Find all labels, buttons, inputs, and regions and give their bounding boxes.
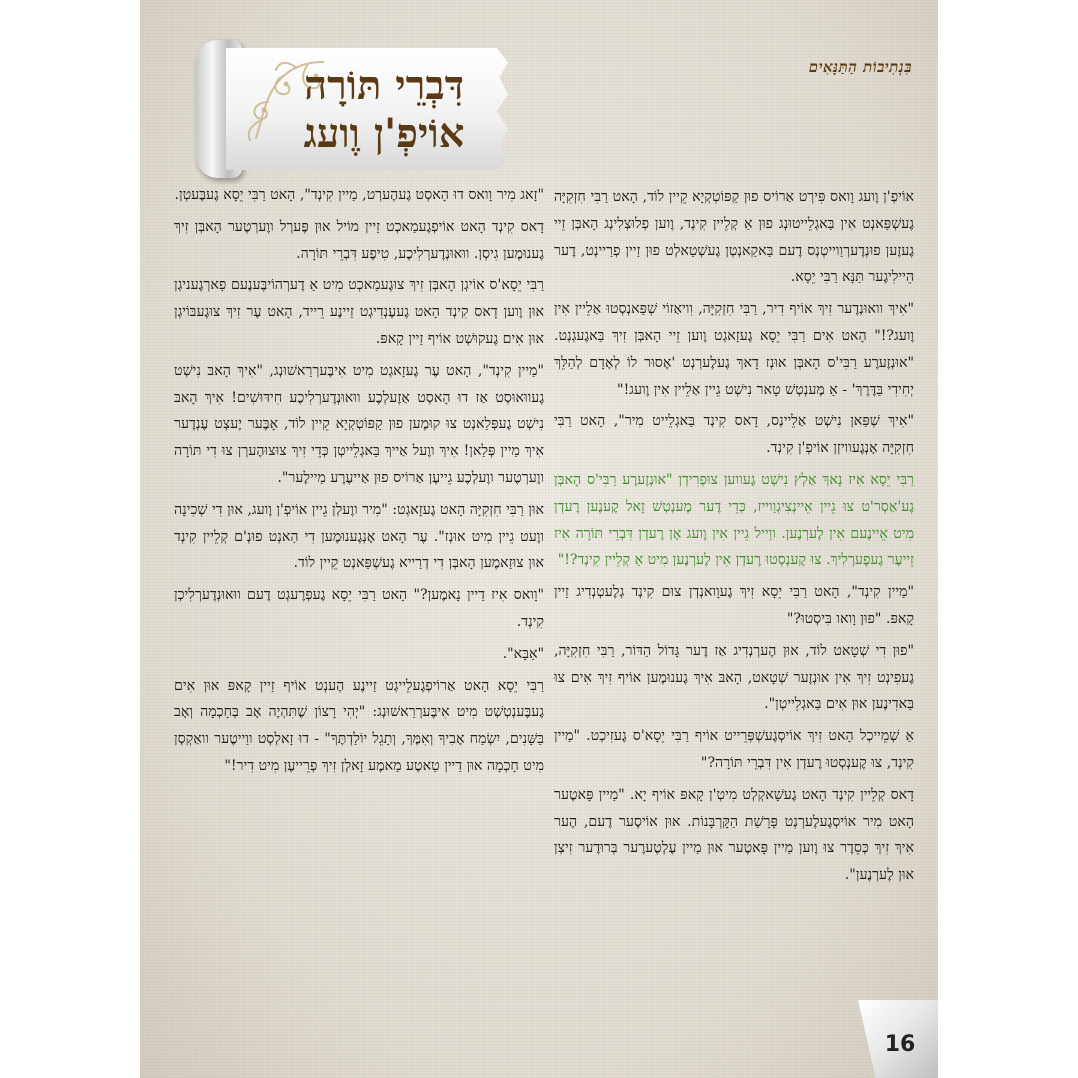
paragraph: דָאס קְלֵיין קִינְד הָאט גֶעשָׁאקְלְט מִיטְ'ן קָאפּ אוֹיף יָא. "מַיין פָּאטֶער הָאט מִיר אוֹיסְגֶעלֶערְנְט פָּרָשַׁת הַקָּרְבָּנוֹת. אוּן אוֹיסֶער דֶעם, הֶער אִיךְ זִיךְ כְּסֵדֶר צוּ וֶוען מַיין פָּאטֶער אוּן מַיין עֶלְטֶערֶער בְּרוּדֶער זִיצְן אוּן לֶערְנֶען". [554, 786, 914, 884]
title-scroll-banner [196, 40, 508, 178]
paragraph: אַ שְׁמֵייכְל הָאט זִיךְ אוֹיסְגֶעשְׁפְּרֵייט אוֹיף רַבִּי יֵסָא'ס גֶעזִיכְט. "מַיין קִינְד, צוּ קֶענְסְטוּ רֶעדְן אִין דִּבְרֵי תּוֹרָה?" [554, 728, 914, 771]
paragraph: דָאס קִינְד הָאט אוֹיפְגֶעמַאכְט זַיין מוֹיל אוּן פֶּערְל ווֶערְטֶער הָאבְּן זִיךְ גֶענוּמֶען גִיסְן. ווּאוּנְדֶערְלִיכֶע, טִיפֶע דִּבְרֵי תּוֹרָה. [174, 218, 544, 262]
page-title [266, 62, 502, 158]
page-title-line2: אוֹיפְ'ן וֶועג [303, 110, 465, 157]
paragraph: "וָואס אִיז דַיין נָאמֶען?" הָאט רַבִּי יֵסָא גֶעפְרֶעגְט דֶעם ווּאוּנְדֶערְלִיכְן קִינְד. [174, 587, 544, 630]
paragraph: "אַבָּא". [502, 645, 544, 662]
page-number: 16 [884, 1032, 916, 1057]
magazine-page [140, 0, 938, 1078]
paragraph: "מַיין קִינְד", הָאט עֶר גֶעזָאגְט מִיט אִיבֶּערְרַאשׁוּנְג, "אִיךְ הָאבּ נִישְׁט גֶעווּאוּסְט אַז דוּ הָאסְט אַזֶעלְכֶע ווּאוּנְדֶערְלִיכֶע חִידּוּשִׁים! אִיךְ הָאבּ נִישְׁט גֶעפְּלַאנְט צוּ קוּמֶען פוּן קַפּוֹטְקְיָא קֵיין לוֹד, אָבֶּער יֶעצְט עֶנְדֶער אִיךְ מַיין פְּלַאן! אִיךְ ווֶעל אַייךְ בַּאגְלֵייטְן כְּדֵי זִיךְ צוּצוּהֶערְן צוּ דִי תּוֹרָה ווֶערְטֶער ווֶעלְכֶע גֵייעֶן אַרוֹיס פוּן אַייעֶרֶע מַיילֶער". [174, 362, 544, 486]
paragraph: רַבִּי יֵסָא'ס אוֹיגְן הָאבְּן זִיךְ צוּגֶעמַאכְט מִיט אַ דֶערְהוֹיבֶּענֶעם פַארְגֶעניגְן אוּן וֶוען דָאס קִינְד הָאט גֶעעֶנְדִיגְט זַיינֶע רֵייד, הָאט עֶר זִיךְ צוּגֶעבּוֹיגְן אוּן אִים גֶעקוּשְׁט אוֹיף זַיין קָאפּ. [174, 277, 544, 347]
highlighted-paragraph: רַבִּי יֵסָא אִיז נָאךְ אַלְץ נִישְׁט גֶעווען צוּפְרִידְן "אוּנְזֶערֶע רַבִּי'ס הָאבְּן גֶע'אַסְר'ט צוּ גֵיין אֵיינְצִיגְוַוייז, כְּדֵי דֶער מֶענְטְשׁ זָאל קֶענֶען רֶעדְן מִיט אֵיינֶעם אִין לֶערְנֶען. ווַייל גֵיין אִין וֶועג אָן רֶעדְן דִּבְרֵי תּוֹרָה אִיז זֵייעֶר גֶעפֶערְלִיךְ. צוּ קֶענְסְטוּ רֶעדְן אִין לֶערְנֶען מִיט אַ קְלֵיין קִינְד?!" [554, 471, 914, 569]
paragraph: רַבִּי יֵסָא הָאט אַרוֹיפְגֶעלֵייגְט זַיינֶע הֶענְט אוֹיף זַיין קָאפּ אוּן אִים גֶעבֶּענְטְשְׁט מִיט אִיבֶּערְרַאשׁוּנְג: "יְהִי רָצוֹן שֶׁתִּהְיֶה אָב בְּחָכְמָה וְאָב בַּשָּׁנִים, יִשְׂמַח אָבִיךָ וְאִמֶּךָ, וְתָגֵל יוֹלַדְתֶּךָ" - דוּ זָאלְסְט ווַייטֶער וואַקְסְן מִיט חָכְמָה אוּן דַיין טַאטֶע מַאמֶע זָאלְן זִיךְ פְרֵייעֶן מִיט דִיר!" [174, 677, 544, 774]
paragraph: "מַיין קִינְד", הָאט רַבִּי יֵסָא זִיךְ גֶעוָואנְדְן צוּם קִינְד גְלֶעטְנְדִיג זַיין קָאפּ. "פוּן וָואו בִּיסְטוּ?" [554, 584, 914, 627]
paragraph: "אִיךְ וואוּנְדֶער זִיךְ אוֹיף דִיר, רַבִּי חִזְקִיָּה, וִויאַזוֹי שְׁפַּאנְסְטוּ אַלֵיין אִין וֶועג?!" הָאט אִים רַבִּי יֵסָא גֶעזָאגְט וֶוען זֵיי הָאבְּן זִיךְ בַּאגֶעגְנְט. "אוּנְזֶערֶע רַבִּי'ס הָאבְּן אוּנְז דָאךְ גֶעלֶערְנְט 'אָסוּר לוֹ לְאָדָם לְהַלֵּךְ יְחִידִי בַּדֶּרֶךְ' - אַ מֶענְטְשׁ טָאר נִישְׁט גֵיין אַלֵיין אִין וֶועג!" [554, 301, 914, 398]
paragraph: "פוּן דִי שְׁטָאט לוֹד, אוּן הֶערְנְדִיג אַז דֶער גָּדוֹל הַדּוֹר, רַבִּי חִזְקִיָּה, גֶעפִינְט זִיךְ אִין אוּנְזֶער שְׁטָאט, הָאבּ אִיךְ גֶענוּמֶען אוֹיף זִיךְ אִים צוּ בַּאדִינֶען אוּן אִים בַּאגְלֵייטְן". [554, 642, 914, 713]
paragraph: אוֹיפְ'ן וֶועג וָואס פִּירְט אַרוֹיס פוּן קַפּוֹטְקְיָא קֵיין לוֹד, הָאט רַבִּי חִזְקִיָּה גֶעשְׁפַּאנְט אִין בַּאגְלֵייטוּנְג פוּן אַ קְלֵיין קִינְד, וֶוען פְלוּצְלִינְג הָאבְּן זֵיי גֶעזֶען פוּנְדֶערְוַוייטְנְס דֶעם בַּאקַאנְטְן גֶעשְׁטַאלְט פוּן זַיין פְרַיינְט, דֶער הֵיילִיגֶער תַּנָּא רַבִּי יֵסָא. [554, 189, 914, 286]
paragraph: "זָאג מִיר וָואס דוּ הָאסְט גֶעהֶערְט, מַיין קִינְד", הָאט רַבִּי יֵסָא גֶעבֶּעטְן. [174, 187, 544, 203]
paragraph: "אִיךְ שְׁפַּאן נִישְׁט אַלֵיינְס, דָאס קִינְד בַּאגְלֵייט מִיר", הָאט רַבִּי חִזְקִיָּה אָנְגֶעוויזְן אוֹיפְ'ן קִינְד. [554, 413, 914, 457]
section-caption: בִּנְתִיבוֹת הַתַּנָּאִים [808, 58, 912, 76]
article-column-left [174, 182, 544, 785]
page-title-line1: דִּבְרֵי תּוֹרָה [304, 62, 464, 109]
article-column-right [554, 184, 914, 894]
paragraph: אוּן רַבִּי חִזְקִיָּה הָאט גֶעזָאגְט: "מִיר ווֶעלְן גֵיין אוֹיפְ'ן וֶועג, אוּן דִי שְׁכִינָה ווֶעט גֵיין מִיט אוּנְז". עֶר הָאט אָנְגֶענוּמֶען דִי הַאנְט פוּנְ'ם קְלֵיין קִינְד אוּן צוּזַאמֶען הָאבְּן דִי דְרַייא גֶעשְׁפַּאנְט קֵיין לוֹד. [174, 501, 544, 572]
